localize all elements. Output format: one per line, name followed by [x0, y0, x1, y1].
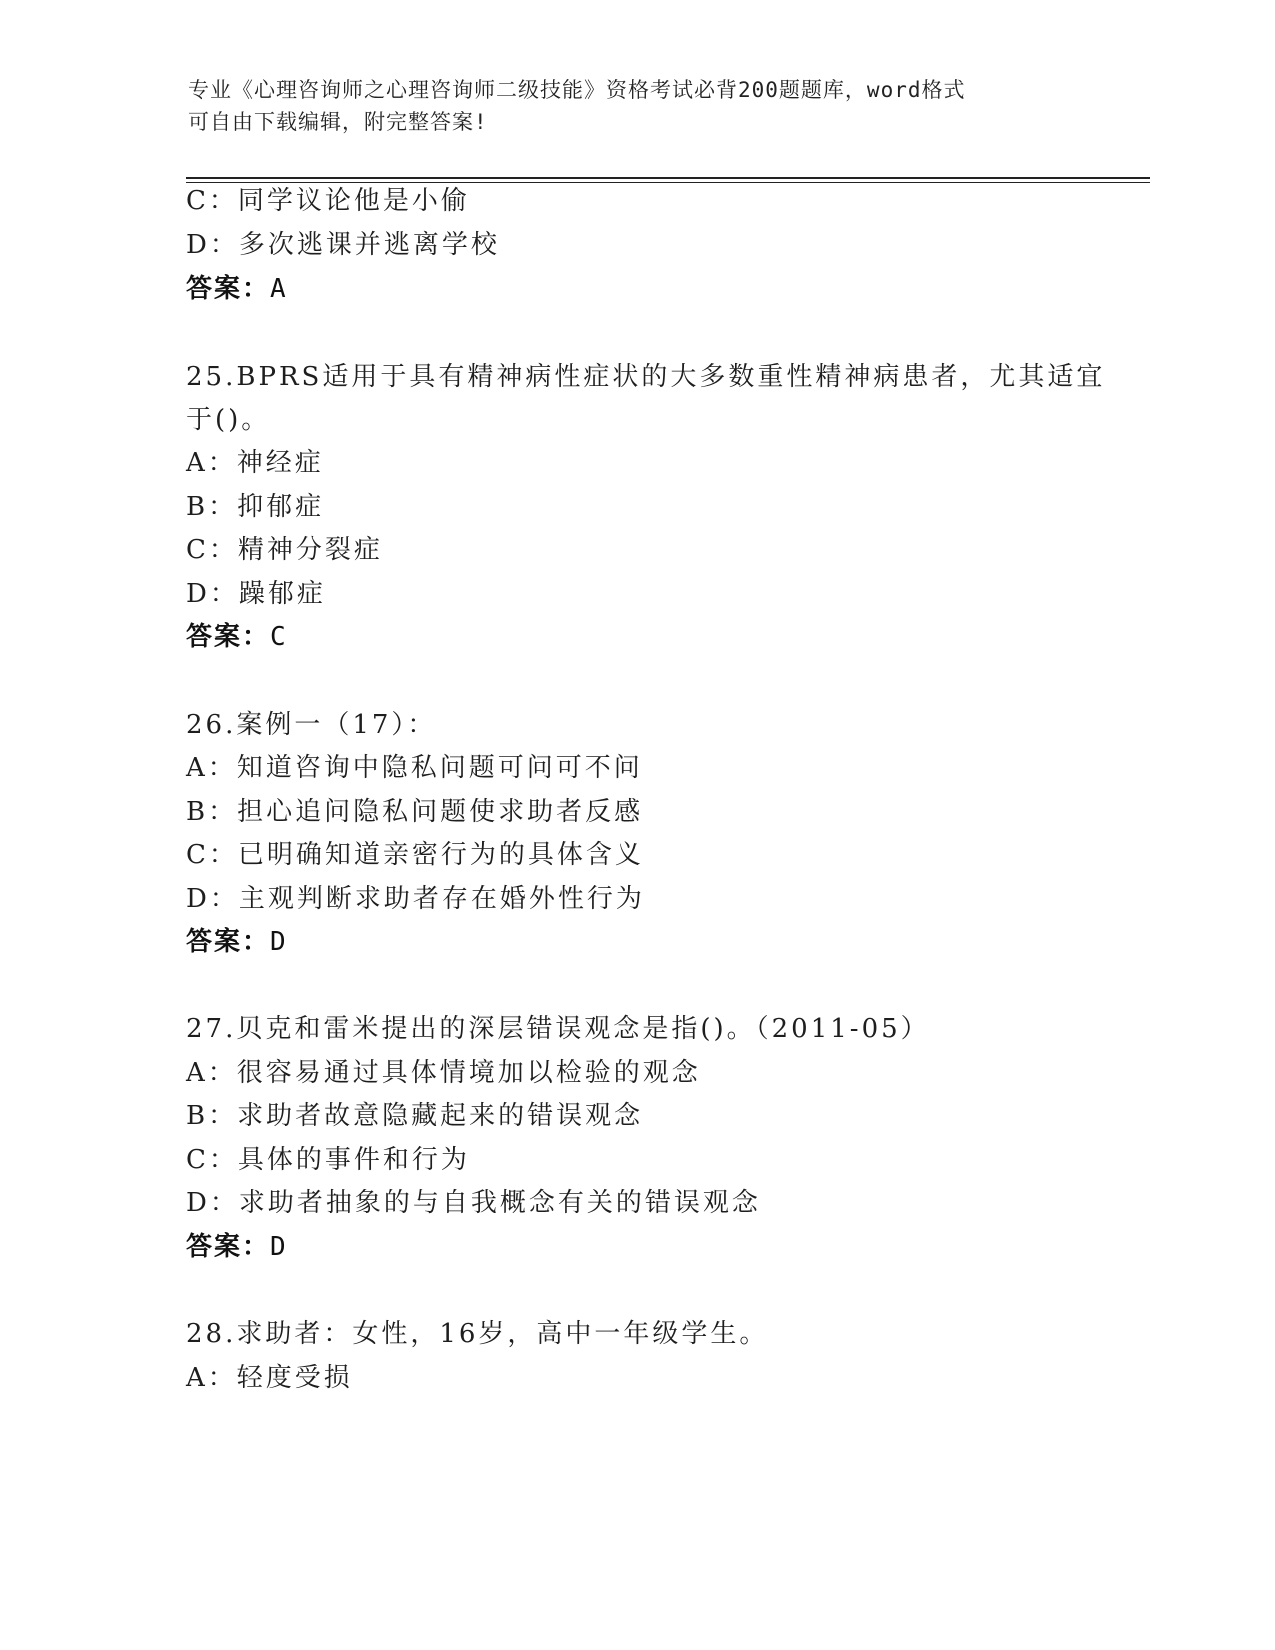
question-25-option-c: C：精神分裂症 — [186, 535, 383, 565]
page-header — [188, 74, 1088, 138]
question-25-answer — [186, 622, 288, 652]
header-line-1: 专业《心理咨询师之心理咨询师二级技能》资格考试必背200题题库，word格式 — [188, 78, 966, 102]
question-26-option-d: D：主观判断求助者存在婚外性行为 — [186, 884, 645, 914]
header-rule-thin — [186, 182, 1150, 183]
question-26-option-a: A：知道咨询中隐私问题可问可不问 — [186, 753, 643, 783]
answer-label: 答案： — [186, 622, 271, 652]
question-26-option-b: B：担心追问隐私问题使求助者反感 — [186, 797, 644, 827]
question-28-option-a: A：轻度受损 — [186, 1363, 353, 1393]
answer-label: 答案： — [186, 927, 271, 957]
answer-label: 答案： — [186, 1232, 271, 1262]
question-25-option-a: A：神经症 — [186, 448, 324, 478]
answer-line — [186, 274, 288, 304]
question-26-stem: 26.案例一（17）： — [186, 710, 437, 740]
answer-label: 答案： — [186, 274, 271, 304]
question-27-option-b: B：求助者故意隐藏起来的错误观念 — [186, 1101, 644, 1131]
answer-value: D — [270, 927, 288, 957]
question-25-option-d: D：躁郁症 — [186, 579, 326, 609]
question-27-answer — [186, 1232, 288, 1262]
header-line-2: 可自由下载编辑，附完整答案! — [188, 110, 488, 134]
answer-value: D — [270, 1232, 288, 1262]
question-28-stem: 28.求助者：女性，16岁，高中一年级学生。 — [186, 1319, 769, 1349]
question-25-stem-cont: 于()。 — [186, 405, 271, 435]
answer-value: C — [270, 622, 288, 652]
option-d: D：多次逃课并逃离学校 — [186, 230, 500, 260]
question-27-stem: 27.贝克和雷米提出的深层错误观念是指()。（2011-05） — [186, 1014, 930, 1044]
question-26-answer — [186, 927, 288, 957]
question-25-stem: 25.BPRS适用于具有精神病性症状的大多数重性精神病患者，尤其适宜 — [186, 362, 1106, 392]
answer-value: A — [270, 274, 288, 304]
question-27-option-c: C：具体的事件和行为 — [186, 1145, 470, 1175]
question-25-option-b: B：抑郁症 — [186, 492, 325, 522]
question-27-option-a: A：很容易通过具体情境加以检验的观念 — [186, 1058, 701, 1088]
question-26-option-c: C：已明确知道亲密行为的具体含义 — [186, 840, 644, 870]
question-27-option-d: D：求助者抽象的与自我概念有关的错误观念 — [186, 1188, 761, 1218]
header-rule-thick — [186, 177, 1150, 179]
option-c: C：同学议论他是小偷 — [186, 186, 470, 216]
